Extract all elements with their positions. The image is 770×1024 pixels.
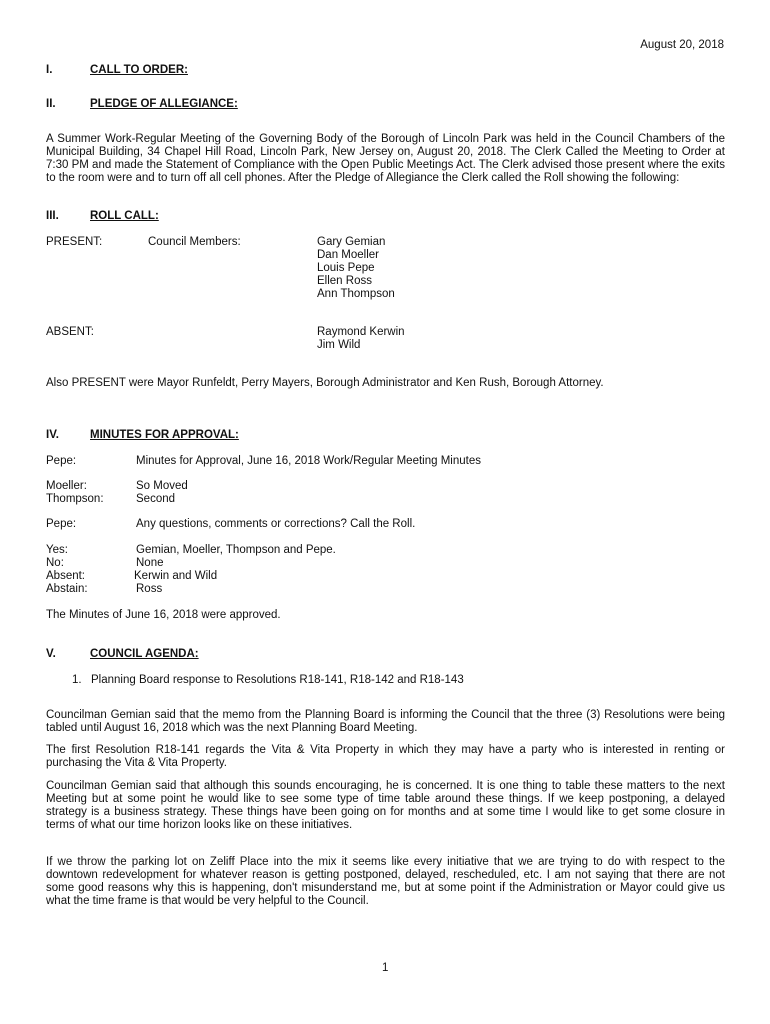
- section-number: V.: [46, 648, 56, 660]
- speaker-label: Thompson:: [46, 493, 104, 505]
- minutes-result: The Minutes of June 16, 2018 were approved.: [46, 609, 281, 621]
- agenda-paragraph: The first Resolution R18-141 regards the Vita & Vita Property in which they may have a party who is interested in renting or purchasing the Vita & Vita Property.: [46, 744, 725, 769]
- absent-members-list: [317, 326, 405, 352]
- section-number: II.: [46, 98, 56, 110]
- present-members-list: [317, 236, 395, 301]
- vote-value: Ross: [136, 583, 163, 595]
- member-name: Raymond Kerwin: [317, 326, 405, 338]
- moved-text: So Moved: [136, 480, 188, 492]
- second-text: Second: [136, 493, 176, 505]
- section-heading-pledge: PLEDGE OF ALLEGIANCE:: [90, 98, 238, 110]
- vote-value: Kerwin and Wild: [134, 570, 218, 582]
- vote-label: Yes:: [46, 544, 68, 556]
- meeting-date: August 20, 2018: [640, 39, 724, 51]
- member-name: Gary Gemian: [317, 236, 386, 248]
- intro-paragraph: A Summer Work-Regular Meeting of the Governing Body of the Borough of Lincoln Park was held in the Council Chambers of the Municipal Building, 34 Chapel Hill Road, Lincoln Park, New Jersey on, August 20, 2018. The Clerk Called the Meeting to Order at 7:30 PM and made the Statement of Compliance with the Open Public Meetings Act. The Clerk advised those present where the exits to the room were and to turn off all cell phones. After the Pledge of Allegiance the Clerk called the Roll showing the following:: [46, 133, 725, 184]
- section-number: III.: [46, 210, 59, 222]
- member-name: Louis Pepe: [317, 262, 375, 274]
- agenda-item-number: 1.: [72, 674, 82, 686]
- vote-value: None: [136, 557, 164, 569]
- vote-label: Absent:: [46, 570, 85, 582]
- question-text: Any questions, comments or corrections? Call the Roll.: [136, 518, 416, 530]
- vote-label: No:: [46, 557, 64, 569]
- section-number: IV.: [46, 429, 60, 441]
- also-present-text: Also PRESENT were Mayor Runfeldt, Perry Mayers, Borough Administrator and Ken Rush, Borough Attorney.: [46, 377, 604, 389]
- section-number: I.: [46, 64, 53, 76]
- section-heading-council-agenda: COUNCIL AGENDA:: [90, 648, 199, 660]
- section-heading-roll-call: ROLL CALL:: [90, 210, 159, 222]
- speaker-label: Moeller:: [46, 480, 87, 492]
- vote-value: Gemian, Moeller, Thompson and Pepe.: [136, 544, 336, 556]
- speaker-label: Pepe:: [46, 455, 77, 467]
- motion-text: Minutes for Approval, June 16, 2018 Work/Regular Meeting Minutes: [136, 455, 481, 467]
- section-heading-minutes: MINUTES FOR APPROVAL:: [90, 429, 239, 441]
- member-name: Ann Thompson: [317, 288, 395, 300]
- member-name: Jim Wild: [317, 339, 361, 351]
- council-members-label: Council Members:: [148, 236, 241, 248]
- absent-label: ABSENT:: [46, 326, 94, 338]
- present-label: PRESENT:: [46, 236, 103, 248]
- section-heading-call-to-order: CALL TO ORDER:: [90, 64, 188, 76]
- member-name: Ellen Ross: [317, 275, 372, 287]
- vote-label: Abstain:: [46, 583, 88, 595]
- agenda-item-text: Planning Board response to Resolutions R18-141, R18-142 and R18-143: [91, 674, 464, 686]
- agenda-paragraph: Councilman Gemian said that the memo from the Planning Board is informing the Council that the three (3) Resolutions were being tabled until August 16, 2018 which was the next Planning Board Meeting.: [46, 709, 725, 734]
- page-number: 1: [382, 962, 389, 974]
- agenda-paragraph: Councilman Gemian said that although this sounds encouraging, he is concerned. It is one thing to table these matters to the next Meeting but at some point he would like to see some type of time table around these things. If we keep postponing, a delayed strategy is a business strategy. These things have been going on for months and at some time I would like to get some closure in terms of what our time horizon looks like on these initiatives.: [46, 780, 725, 831]
- speaker-label: Pepe:: [46, 518, 77, 530]
- agenda-paragraph: If we throw the parking lot on Zeliff Place into the mix it seems like every initiative that we are trying to do with respect to the downtown redevelopment for whatever reason is getting postponed, delayed, rescheduled, etc. I am not saying that there are not some good reasons why this is happening, don't misunderstand me, but at some point if the Administration or Mayor could give us what the time frame is that would be very helpful to the Council.: [46, 856, 725, 907]
- member-name: Dan Moeller: [317, 249, 379, 261]
